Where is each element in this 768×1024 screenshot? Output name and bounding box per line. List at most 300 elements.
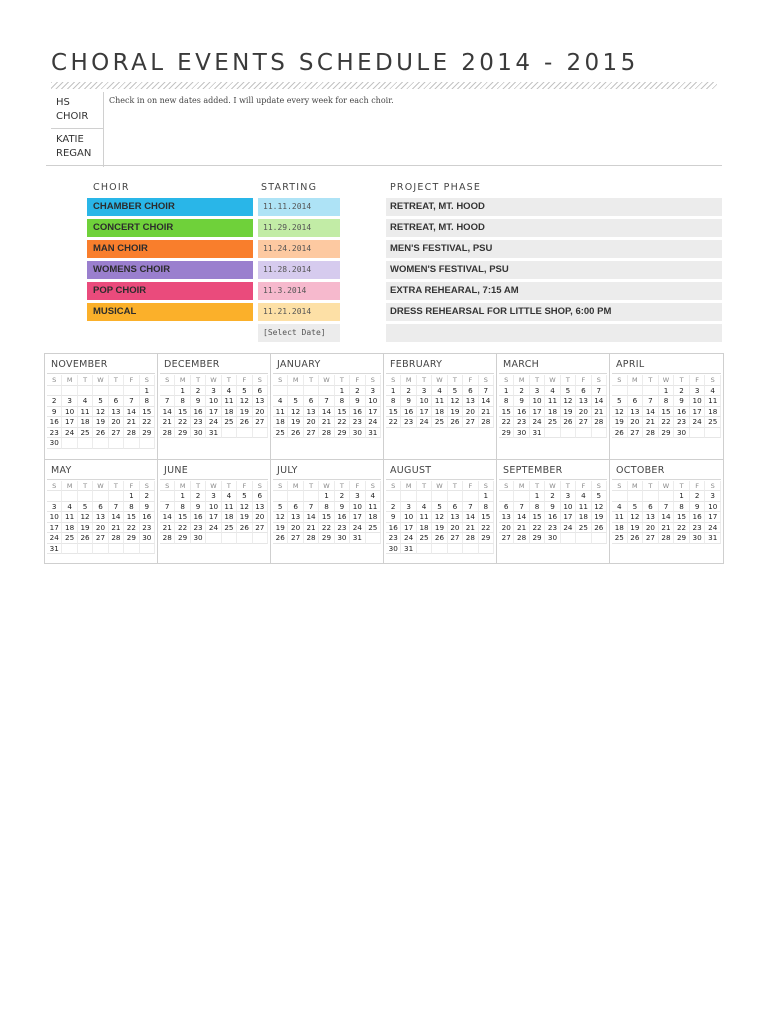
weekday-label: S	[273, 375, 288, 386]
weekday-label: S	[253, 375, 268, 386]
day-cell: 26	[237, 417, 252, 428]
day-cell: 2	[514, 386, 529, 397]
day-cell	[479, 544, 494, 555]
weekday-label: T	[561, 375, 576, 386]
day-cell: 8	[175, 502, 190, 513]
day-cell: 1	[175, 491, 190, 502]
day-cell: 2	[191, 386, 206, 397]
month-name: AUGUST	[386, 462, 494, 480]
day-cell: 24	[401, 533, 416, 544]
day-cell	[514, 491, 529, 502]
day-cell: 1	[659, 386, 675, 397]
day-cell: 4	[222, 491, 237, 502]
weekday-label: S	[253, 481, 268, 492]
day-cell	[47, 386, 62, 397]
day-cell	[206, 533, 221, 544]
day-cell: 25	[545, 417, 560, 428]
day-cell: 24	[366, 417, 381, 428]
day-cell: 22	[140, 417, 155, 428]
day-cell: 18	[432, 407, 447, 418]
day-cell: 19	[237, 512, 252, 523]
day-cell	[62, 438, 77, 449]
start-date: 11.29.2014	[263, 223, 312, 232]
day-cell: 21	[592, 407, 607, 418]
day-cell: 30	[191, 428, 206, 439]
weekday-label: F	[350, 481, 365, 492]
day-cell: 22	[659, 417, 675, 428]
weekday-label: W	[206, 481, 221, 492]
month-grid	[273, 375, 381, 438]
weekday-label: W	[545, 375, 560, 386]
weekday-label: F	[576, 375, 591, 386]
choir-name: MAN CHOIR	[93, 243, 148, 254]
day-cell: 31	[705, 533, 721, 544]
start-date-cell	[258, 219, 340, 237]
choir-label: HS CHOIR	[51, 92, 103, 129]
day-cell: 4	[366, 491, 381, 502]
weekday-label: T	[530, 375, 545, 386]
day-cell: 6	[253, 491, 268, 502]
day-cell: 7	[592, 386, 607, 397]
weekday-label: M	[628, 375, 644, 386]
day-cell: 30	[674, 428, 690, 439]
day-cell: 29	[479, 533, 494, 544]
day-cell	[273, 491, 288, 502]
day-cell: 19	[237, 407, 252, 418]
day-cell: 2	[690, 491, 706, 502]
weekday-label: W	[659, 481, 675, 492]
weekday-label: M	[62, 375, 77, 386]
weekday-label: T	[191, 375, 206, 386]
day-cell: 15	[530, 512, 545, 523]
day-cell: 23	[386, 533, 401, 544]
day-cell: 9	[140, 502, 155, 513]
weekday-label: T	[109, 375, 124, 386]
day-cell: 7	[304, 502, 319, 513]
weekday-label: S	[366, 481, 381, 492]
day-cell: 25	[705, 417, 721, 428]
day-cell: 30	[335, 533, 350, 544]
weekday-label: F	[463, 481, 478, 492]
day-cell: 25	[417, 533, 432, 544]
day-cell	[643, 386, 659, 397]
day-cell: 20	[253, 407, 268, 418]
weekday-label: S	[140, 481, 155, 492]
day-cell: 16	[690, 512, 706, 523]
day-cell: 29	[335, 428, 350, 439]
day-cell: 15	[175, 512, 190, 523]
day-cell	[592, 428, 607, 439]
month-name: JULY	[273, 462, 381, 480]
day-cell	[612, 386, 628, 397]
day-cell: 24	[47, 533, 62, 544]
day-cell: 27	[253, 417, 268, 428]
month-grid	[386, 481, 494, 555]
day-cell: 7	[643, 396, 659, 407]
day-cell: 10	[401, 512, 416, 523]
month-name: MARCH	[499, 356, 607, 374]
phase-cell	[386, 324, 722, 342]
day-cell	[463, 544, 478, 555]
day-cell: 15	[659, 407, 675, 418]
day-cell: 22	[386, 417, 401, 428]
month-august	[384, 459, 497, 564]
day-cell: 13	[93, 512, 108, 523]
day-cell	[237, 533, 252, 544]
day-cell: 7	[109, 502, 124, 513]
weekday-label: T	[417, 375, 432, 386]
weekday-label: F	[237, 375, 252, 386]
weekday-label: W	[319, 481, 334, 492]
day-cell: 20	[499, 523, 514, 534]
day-cell: 5	[237, 491, 252, 502]
day-cell: 2	[386, 502, 401, 513]
day-cell: 22	[335, 417, 350, 428]
day-cell: 15	[124, 512, 139, 523]
weekday-label: T	[674, 481, 690, 492]
weekday-label: T	[561, 481, 576, 492]
weekday-label: M	[514, 375, 529, 386]
choir-name: CHAMBER CHOIR	[93, 201, 175, 212]
day-cell: 10	[366, 396, 381, 407]
start-date: 11.21.2014	[263, 307, 312, 316]
day-cell: 29	[499, 428, 514, 439]
day-cell: 14	[319, 407, 334, 418]
day-cell: 7	[479, 386, 494, 397]
day-cell: 25	[62, 533, 77, 544]
start-date: 11.3.2014	[263, 286, 307, 295]
day-cell: 10	[350, 502, 365, 513]
day-cell: 18	[545, 407, 560, 418]
choir-name: MUSICAL	[93, 306, 137, 317]
day-cell: 21	[659, 523, 675, 534]
day-cell: 2	[401, 386, 416, 397]
day-cell: 11	[222, 502, 237, 513]
day-cell: 29	[124, 533, 139, 544]
start-date: [Select Date]	[263, 328, 326, 337]
phase-text: EXTRA REHEARAL, 7:15 AM	[390, 285, 519, 296]
day-cell: 7	[319, 396, 334, 407]
weekday-label: W	[93, 481, 108, 492]
day-cell: 6	[288, 502, 303, 513]
day-cell: 19	[273, 523, 288, 534]
day-cell: 2	[545, 491, 560, 502]
day-cell: 31	[366, 428, 381, 439]
day-cell: 23	[674, 417, 690, 428]
weekday-label: M	[401, 375, 416, 386]
day-cell: 1	[175, 386, 190, 397]
month-march	[497, 354, 610, 459]
day-cell: 21	[643, 417, 659, 428]
day-cell: 27	[448, 533, 463, 544]
day-cell	[417, 544, 432, 555]
day-cell: 16	[545, 512, 560, 523]
day-cell: 31	[206, 428, 221, 439]
day-cell: 13	[463, 396, 478, 407]
weekday-label: W	[432, 481, 447, 492]
day-cell: 3	[561, 491, 576, 502]
day-cell: 6	[499, 502, 514, 513]
day-cell: 28	[514, 533, 529, 544]
day-cell: 14	[592, 396, 607, 407]
weekday-label: T	[222, 481, 237, 492]
day-cell: 14	[463, 512, 478, 523]
day-cell: 21	[514, 523, 529, 534]
day-cell: 1	[499, 386, 514, 397]
day-cell	[109, 491, 124, 502]
day-cell: 4	[545, 386, 560, 397]
day-cell: 10	[47, 512, 62, 523]
day-cell: 23	[350, 417, 365, 428]
day-cell: 2	[191, 491, 206, 502]
weekday-label: S	[160, 375, 175, 386]
month-grid	[160, 375, 268, 438]
day-cell: 13	[304, 407, 319, 418]
day-cell: 24	[705, 523, 721, 534]
phase-cell	[386, 240, 722, 258]
day-cell: 3	[690, 386, 706, 397]
day-cell: 13	[576, 396, 591, 407]
day-cell	[62, 544, 77, 555]
day-cell: 22	[479, 523, 494, 534]
day-cell	[93, 386, 108, 397]
day-cell: 10	[417, 396, 432, 407]
phase-text: RETREAT, MT. HOOD	[390, 201, 485, 212]
weekday-label: W	[319, 375, 334, 386]
day-cell: 27	[253, 523, 268, 534]
day-cell: 19	[561, 407, 576, 418]
day-cell: 5	[288, 396, 303, 407]
day-cell	[612, 491, 628, 502]
day-cell: 18	[705, 407, 721, 418]
day-cell	[78, 491, 93, 502]
day-cell	[124, 544, 139, 555]
day-cell: 14	[109, 512, 124, 523]
day-cell: 12	[237, 396, 252, 407]
day-cell: 3	[417, 386, 432, 397]
day-cell	[160, 491, 175, 502]
phase-cell	[386, 219, 722, 237]
day-cell	[432, 544, 447, 555]
day-cell: 17	[530, 407, 545, 418]
day-cell: 23	[690, 523, 706, 534]
day-cell: 18	[612, 523, 628, 534]
phase-cell	[386, 303, 722, 321]
day-cell: 15	[335, 407, 350, 418]
day-cell	[124, 386, 139, 397]
day-cell: 28	[643, 428, 659, 439]
day-cell: 11	[705, 396, 721, 407]
day-cell: 13	[253, 396, 268, 407]
day-cell: 30	[545, 533, 560, 544]
day-cell: 24	[206, 417, 221, 428]
weekday-label: T	[417, 481, 432, 492]
day-cell: 26	[78, 533, 93, 544]
day-cell: 4	[432, 386, 447, 397]
day-cell: 21	[319, 417, 334, 428]
choir-cell	[87, 240, 253, 258]
day-cell: 28	[160, 533, 175, 544]
day-cell: 20	[253, 512, 268, 523]
starting-header: STARTING	[261, 182, 318, 193]
weekday-label: T	[78, 481, 93, 492]
weekday-label: M	[401, 481, 416, 492]
title-divider	[51, 82, 717, 89]
day-cell: 14	[304, 512, 319, 523]
choir-name: WOMENS CHOIR	[93, 264, 171, 275]
select-date-field[interactable]	[258, 324, 340, 342]
day-cell: 30	[140, 533, 155, 544]
day-cell	[93, 544, 108, 555]
weekday-label: S	[499, 481, 514, 492]
month-grid	[47, 375, 155, 449]
day-cell: 25	[576, 523, 591, 534]
day-cell: 29	[674, 533, 690, 544]
weekday-label: T	[643, 481, 659, 492]
day-cell: 20	[628, 417, 644, 428]
day-cell: 10	[530, 396, 545, 407]
day-cell: 9	[386, 512, 401, 523]
day-cell: 18	[222, 512, 237, 523]
weekday-label: M	[175, 481, 190, 492]
day-cell: 18	[62, 523, 77, 534]
phase-cell	[386, 282, 722, 300]
day-cell: 26	[93, 428, 108, 439]
day-cell: 17	[62, 417, 77, 428]
month-grid	[499, 375, 607, 438]
day-cell: 24	[690, 417, 706, 428]
weekday-label: W	[432, 375, 447, 386]
day-cell: 27	[93, 533, 108, 544]
day-cell: 16	[401, 407, 416, 418]
day-cell: 27	[109, 428, 124, 439]
day-cell: 24	[62, 428, 77, 439]
day-cell: 18	[576, 512, 591, 523]
weekday-label: T	[448, 481, 463, 492]
day-cell: 5	[273, 502, 288, 513]
day-cell: 6	[448, 502, 463, 513]
day-cell: 5	[448, 386, 463, 397]
weekday-label: W	[545, 481, 560, 492]
day-cell: 2	[350, 386, 365, 397]
choir-header: CHOIR	[93, 182, 130, 193]
start-date-cell	[258, 198, 340, 216]
day-cell: 25	[366, 523, 381, 534]
weekday-label: T	[674, 375, 690, 386]
weekday-label: F	[576, 481, 591, 492]
day-cell: 9	[401, 396, 416, 407]
day-cell: 6	[109, 396, 124, 407]
day-cell: 3	[401, 502, 416, 513]
day-cell	[273, 386, 288, 397]
weekday-label: F	[690, 481, 706, 492]
day-cell: 28	[319, 428, 334, 439]
day-cell: 28	[160, 428, 175, 439]
start-date-cell	[258, 240, 340, 258]
day-cell: 15	[175, 407, 190, 418]
day-cell: 6	[463, 386, 478, 397]
day-cell: 23	[545, 523, 560, 534]
weekday-label: F	[463, 375, 478, 386]
day-cell: 30	[47, 438, 62, 449]
day-cell	[160, 386, 175, 397]
choir-cell	[87, 219, 253, 237]
start-date: 11.11.2014	[263, 202, 312, 211]
weekday-label: F	[237, 481, 252, 492]
weekday-label: T	[448, 375, 463, 386]
day-cell	[140, 544, 155, 555]
weekday-label: T	[304, 375, 319, 386]
day-cell: 3	[62, 396, 77, 407]
day-cell: 24	[350, 523, 365, 534]
start-date: 11.24.2014	[263, 244, 312, 253]
day-cell: 22	[499, 417, 514, 428]
month-name: NOVEMBER	[47, 356, 155, 374]
day-cell: 9	[545, 502, 560, 513]
weekday-label: T	[530, 481, 545, 492]
month-november	[45, 354, 158, 459]
day-cell	[386, 491, 401, 502]
day-cell: 23	[514, 417, 529, 428]
weekday-label: F	[690, 375, 706, 386]
choir-cell	[87, 282, 253, 300]
day-cell: 19	[432, 523, 447, 534]
day-cell: 26	[288, 428, 303, 439]
day-cell: 6	[628, 396, 644, 407]
day-cell: 7	[514, 502, 529, 513]
day-cell: 4	[612, 502, 628, 513]
day-cell: 20	[109, 417, 124, 428]
day-cell: 11	[417, 512, 432, 523]
weekday-label: W	[93, 375, 108, 386]
day-cell: 22	[530, 523, 545, 534]
day-cell: 27	[463, 417, 478, 428]
day-cell: 15	[674, 512, 690, 523]
day-cell: 8	[499, 396, 514, 407]
day-cell: 3	[366, 386, 381, 397]
year-calendar	[44, 353, 724, 564]
day-cell: 7	[659, 502, 675, 513]
month-name: DECEMBER	[160, 356, 268, 374]
day-cell: 29	[659, 428, 675, 439]
day-cell	[93, 438, 108, 449]
day-cell	[561, 533, 576, 544]
day-cell	[690, 428, 706, 439]
day-cell: 18	[417, 523, 432, 534]
day-cell: 8	[335, 396, 350, 407]
day-cell: 4	[78, 396, 93, 407]
day-cell: 30	[350, 428, 365, 439]
weekday-label: W	[659, 375, 675, 386]
weekday-label: M	[288, 481, 303, 492]
day-cell: 17	[206, 407, 221, 418]
day-cell: 20	[463, 407, 478, 418]
weekday-label: S	[140, 375, 155, 386]
weekday-label: S	[499, 375, 514, 386]
day-cell: 30	[514, 428, 529, 439]
month-february	[384, 354, 497, 459]
day-cell: 28	[124, 428, 139, 439]
phase-text: DRESS REHEARSAL FOR LITTLE SHOP, 6:00 PM	[390, 306, 612, 317]
day-cell: 22	[319, 523, 334, 534]
day-cell: 23	[191, 523, 206, 534]
month-september	[497, 459, 610, 564]
weekday-label: S	[705, 375, 721, 386]
page-title: CHORAL EVENTS SCHEDULE 2014 - 2015	[51, 50, 639, 76]
day-cell: 10	[690, 396, 706, 407]
weekday-label: M	[288, 375, 303, 386]
day-cell: 3	[206, 386, 221, 397]
